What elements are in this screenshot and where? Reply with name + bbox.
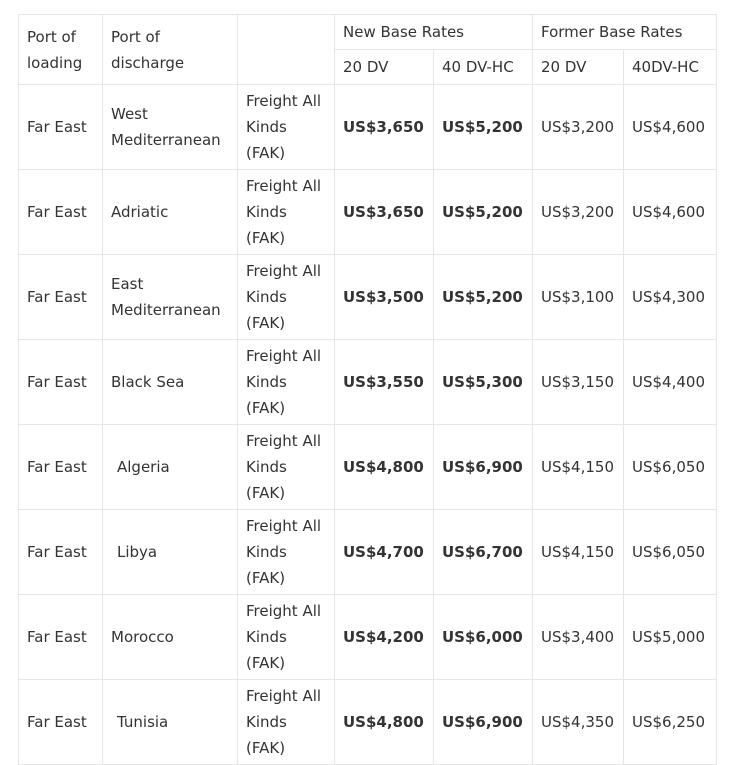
cell-port-loading: Far East	[19, 255, 103, 340]
cell-new-40dvhc: US$5,200	[434, 85, 533, 170]
cell-former-20dv: US$4,150	[533, 510, 624, 595]
table-row	[19, 255, 717, 340]
cell-port-loading: Far East	[19, 680, 103, 765]
table-row	[19, 170, 717, 255]
cell-commodity: Freight All Kinds (FAK)	[238, 170, 335, 255]
cell-former-20dv: US$3,150	[533, 340, 624, 425]
cell-former-40dvhc: US$6,250	[624, 680, 717, 765]
cell-former-20dv: US$3,200	[533, 170, 624, 255]
header-row-top	[19, 15, 717, 50]
cell-former-20dv: US$3,100	[533, 255, 624, 340]
cell-port-discharge: Morocco	[103, 595, 238, 680]
rates-table-container	[18, 14, 717, 765]
header-former-20dv: 20 DV	[533, 50, 624, 85]
cell-commodity: Freight All Kinds (FAK)	[238, 425, 335, 510]
cell-commodity: Freight All Kinds (FAK)	[238, 255, 335, 340]
header-former-base-rates: Former Base Rates	[533, 15, 717, 50]
table-row	[19, 510, 717, 595]
cell-port-loading: Far East	[19, 85, 103, 170]
cell-new-40dvhc: US$6,900	[434, 680, 533, 765]
rates-body	[19, 85, 717, 765]
cell-former-40dvhc: US$4,600	[624, 170, 717, 255]
cell-commodity: Freight All Kinds (FAK)	[238, 85, 335, 170]
header-new-20dv: 20 DV	[335, 50, 434, 85]
cell-port-loading: Far East	[19, 170, 103, 255]
cell-former-20dv: US$4,150	[533, 425, 624, 510]
header-new-40dvhc: 40 DV-HC	[434, 50, 533, 85]
cell-commodity: Freight All Kinds (FAK)	[238, 680, 335, 765]
cell-former-20dv: US$4,350	[533, 680, 624, 765]
cell-commodity: Freight All Kinds (FAK)	[238, 510, 335, 595]
cell-former-40dvhc: US$6,050	[624, 510, 717, 595]
cell-port-loading: Far East	[19, 340, 103, 425]
cell-port-discharge: Algeria	[103, 425, 238, 510]
table-row	[19, 595, 717, 680]
cell-new-20dv: US$3,500	[335, 255, 434, 340]
cell-new-40dvhc: US$5,200	[434, 255, 533, 340]
table-row	[19, 425, 717, 510]
header-former-40dvhc: 40DV-HC	[624, 50, 717, 85]
cell-port-loading: Far East	[19, 510, 103, 595]
cell-port-discharge: Black Sea	[103, 340, 238, 425]
cell-new-20dv: US$3,650	[335, 85, 434, 170]
cell-new-20dv: US$4,200	[335, 595, 434, 680]
cell-former-20dv: US$3,200	[533, 85, 624, 170]
cell-former-40dvhc: US$5,000	[624, 595, 717, 680]
cell-commodity: Freight All Kinds (FAK)	[238, 595, 335, 680]
cell-former-40dvhc: US$6,050	[624, 425, 717, 510]
cell-new-40dvhc: US$5,300	[434, 340, 533, 425]
cell-port-discharge: Adriatic	[103, 170, 238, 255]
cell-new-40dvhc: US$6,000	[434, 595, 533, 680]
cell-port-discharge: West Mediterranean	[103, 85, 238, 170]
cell-port-discharge: East Mediterranean	[103, 255, 238, 340]
cell-former-40dvhc: US$4,400	[624, 340, 717, 425]
table-row	[19, 680, 717, 765]
cell-former-40dvhc: US$4,600	[624, 85, 717, 170]
cell-new-20dv: US$4,800	[335, 425, 434, 510]
cell-new-20dv: US$3,550	[335, 340, 434, 425]
cell-former-40dvhc: US$4,300	[624, 255, 717, 340]
cell-former-20dv: US$3,400	[533, 595, 624, 680]
cell-port-discharge: Libya	[103, 510, 238, 595]
cell-commodity: Freight All Kinds (FAK)	[238, 340, 335, 425]
cell-port-loading: Far East	[19, 425, 103, 510]
cell-new-20dv: US$4,700	[335, 510, 434, 595]
table-row	[19, 85, 717, 170]
rates-table	[18, 14, 717, 765]
cell-port-discharge: Tunisia	[103, 680, 238, 765]
table-row	[19, 340, 717, 425]
cell-new-20dv: US$4,800	[335, 680, 434, 765]
cell-port-loading: Far East	[19, 595, 103, 680]
cell-new-40dvhc: US$6,900	[434, 425, 533, 510]
cell-new-40dvhc: US$6,700	[434, 510, 533, 595]
header-new-base-rates: New Base Rates	[335, 15, 533, 50]
header-commodity	[238, 15, 335, 85]
cell-new-40dvhc: US$5,200	[434, 170, 533, 255]
header-port-loading: Port of loading	[19, 15, 103, 85]
cell-new-20dv: US$3,650	[335, 170, 434, 255]
header-port-discharge: Port of discharge	[103, 15, 238, 85]
